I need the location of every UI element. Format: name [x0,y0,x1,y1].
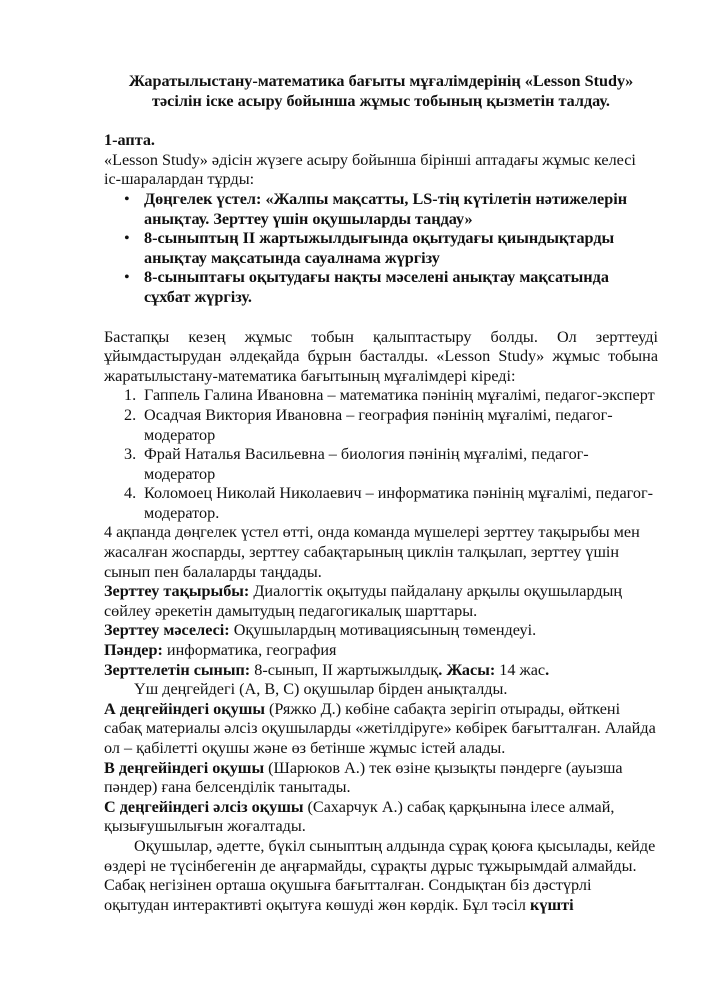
member-item [104,484,658,523]
week-intro [104,151,658,190]
members-list [104,386,658,523]
document-page [104,72,658,915]
class-label: Зерттелетін сынып: [104,660,251,679]
member-number: 2. [124,405,137,424]
activities-list [104,190,658,308]
member-text: Гаппель Галина Ивановна – математика пәнінің мұғалімі, педагог-эксперт [144,386,655,405]
member-text: Осадчая Виктория Ивановна – география пәнінің мұғалімі, педагог-модератор [144,405,613,444]
week-intro-line-1: «Lesson Study» әдісін жүзеге асыру бойынша бірінші аптадағы жұмыс келесі [104,150,636,169]
class-text: 8-сынып, II жартыжылдық [250,660,439,679]
student-c-label: С деңгейіндегі әлсіз оқушы [104,797,304,816]
subjects-line [104,641,658,661]
member-number: 1. [124,386,137,405]
research-topic [104,582,658,621]
student-a-text: (Ряжко Д.) көбіне сабақта зерігіп отырады, өйткені сабақ материалы әлсіз оқушыларды «жетілдіруге» көбірек бағытталған. Алайда ол – қабілетті оқушы және өз бетінше жұмыс істей алады. [104,699,656,757]
member-item [104,406,658,445]
student-b-text: (Шарюков А.) тек өзіне қызықты пәндерге (ауызша пәндер) ғана белсенділік танытады. [104,758,623,797]
student-c-paragraph [104,798,658,837]
final-text: Оқушылар, әдетте, бүкіл сыныптың алдында сұрақ қоюға қысылады, кейде өздері не түсінбегенін де аңғармайды, сұрақты дұрыс тұжырымдай алмайды. Сабақ негізінен орташа оқушыға бағытталған. Сондықтан біз дәстүрлі оқытудан интерактивті оқытуға көшуді жөн көрдік. Бұл тәсіл [104,836,656,914]
member-number: 3. [124,445,137,464]
student-b-label: В деңгейіндегі оқушы [104,758,265,777]
title-line-2: тәсілін іске асыру бойынша жұмыс тобының қызметін талдау. [152,91,610,110]
research-problem [104,621,658,641]
week-heading: 1-апта. [104,131,155,150]
research-problem-text: Оқушылардың мотивациясының төмендеуі. [229,621,537,640]
activity-item: • 8-сыныптың II жартыжылдығында оқытудағы қиындықтарды анықтау мақсатында сауалнама жүргізу [104,229,658,268]
member-number: 4. [124,484,137,503]
member-text: Коломоец Николай Николаевич – информатика пәнінің мұғалімі, педагог-модератор. [144,484,654,522]
student-a-paragraph [104,700,658,759]
class-info-end: . [545,660,550,679]
class-info-line [104,661,658,681]
research-topic-label: Зерттеу тақырыбы: [104,582,250,601]
final-bold-end: күшті [530,895,574,914]
student-a-label: А деңгейіндегі оқушы [104,699,265,718]
activity-item: • Дөңгелек үстел: «Жалпы мақсатты, LS-тің күтілетін нәтижелерін анықтау. Зерттеу үшін оқушыларды таңдау» [104,190,658,229]
member-text: Фрай Наталья Васильевна – биология пәнінің мұғалімі, педагог-модератор [144,445,589,483]
levels-intro: Үш деңгейдегі (А, В, С) оқушылар бірден анықталды. [134,680,508,699]
activity-item: • 8-сыныптағы оқытудағы нақты мәселені анықтау мақсатында сұхбат жүргізу. [104,268,658,307]
document-title [104,72,658,111]
research-problem-label: Зерттеу мәселесі: [104,621,230,640]
week-intro-line-2: іс-шаралардан тұрды: [104,170,255,189]
age-label: . Жасы: [438,660,496,679]
member-item [104,445,658,484]
subjects-label: Пәндер: [104,641,163,660]
final-paragraph [104,837,658,915]
research-topic-text: Диалогтік оқытуды пайдалану арқылы оқушылардың сөйлеу әрекетін дамытудың педагогикалық шарттары. [104,582,623,620]
roundtable-paragraph: 4 ақпанда дөңгелек үстел өтті, онда команда мүшелері зерттеу тақырыбы мен жасалған жоспарды, зерттеу сабақтарының циклін талқылап, зерттеу үшін сынып пен балаларды таңдады. [104,523,640,581]
title-line-1: Жаратылыстану-математика бағыты мұғалімдерінің «Lesson Study» [128,72,634,90]
subjects-text: информатика, география [162,641,337,660]
student-c-text: (Сахарчук А.) сабақ қарқынына ілесе алмай, қызығушылығын жоғалтады. [104,797,615,836]
member-item [104,386,658,406]
stage-paragraph: Бастапқы кезең жұмыс тобын қалыптастыру болды. Ол зерттеуді ұйымдастырудан әлдеқайда бұрын басталды. «Lesson Study» жұмыс тобына жаратылыстану-математика бағытының мұғалімдері кіреді: [104,327,658,385]
student-b-paragraph [104,759,658,798]
age-text: 14 жас [495,660,546,679]
